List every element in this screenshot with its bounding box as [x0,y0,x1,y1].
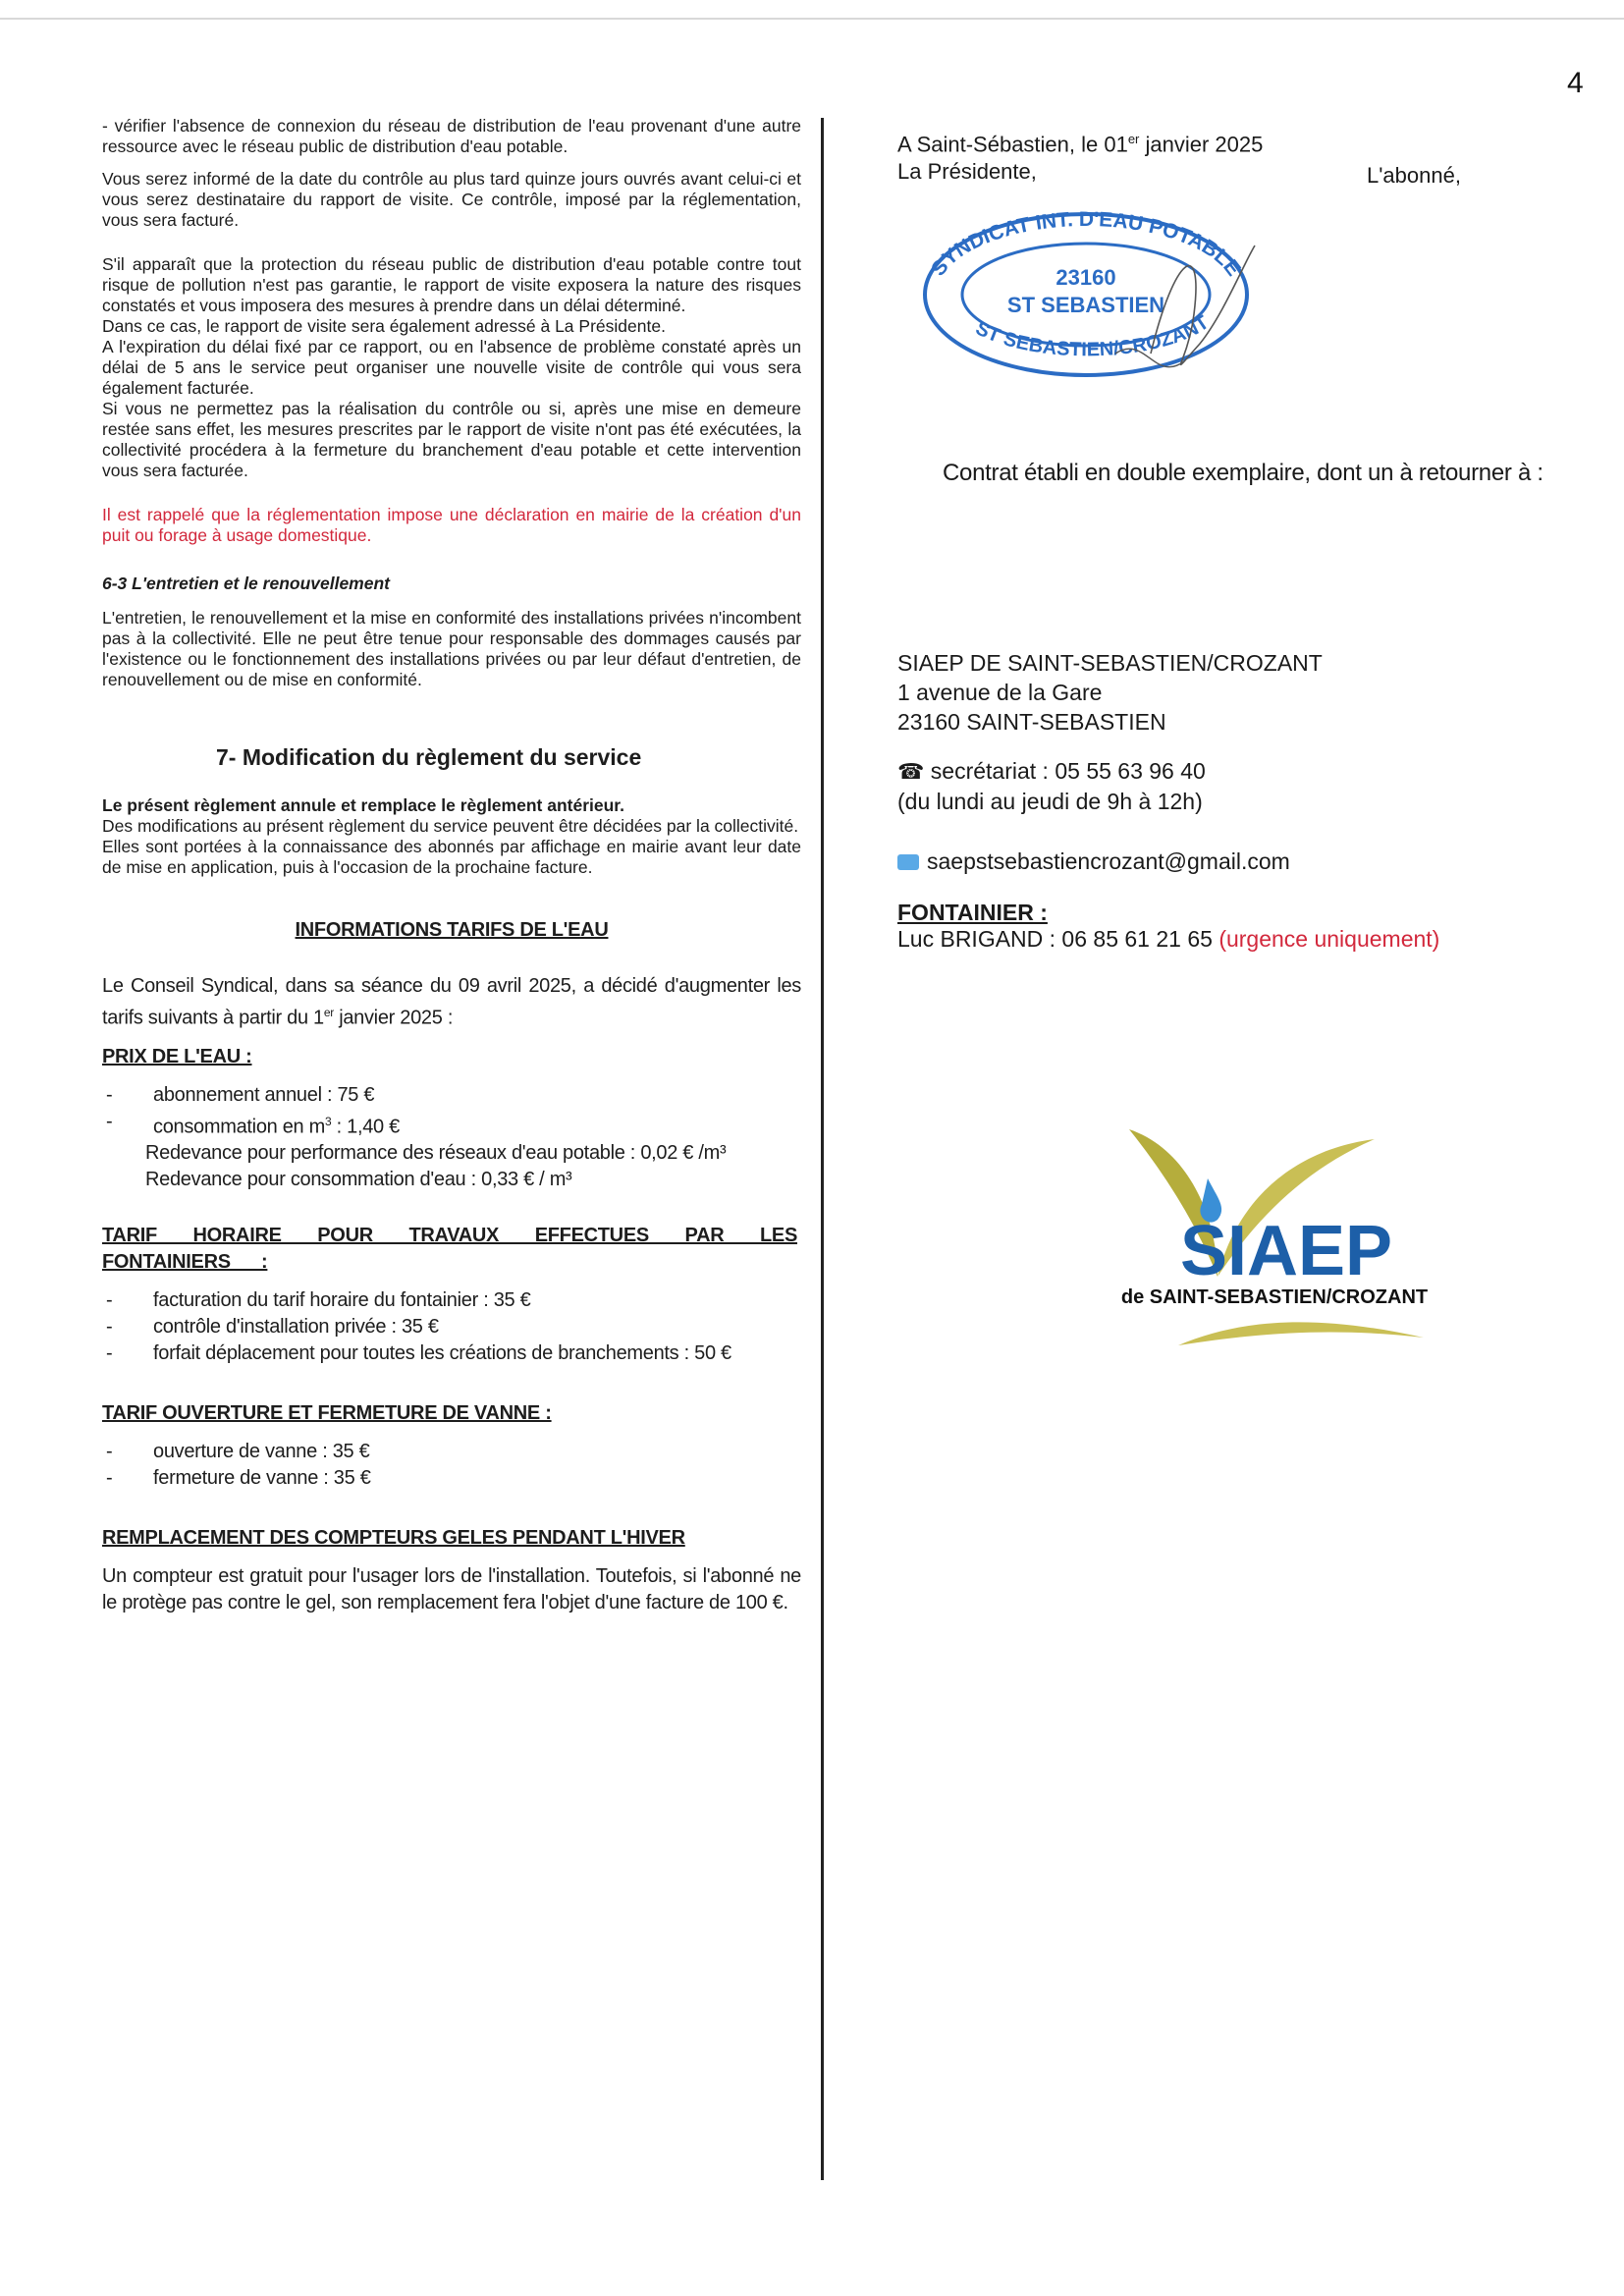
para-reminder: Il est rappelé que la réglementation impose une déclaration en mairie de la création d'un puit ou forage à usage domestique. [102,505,801,545]
tarifs-title: INFORMATIONS TARIFS DE L'EAU [295,919,609,941]
para-protection-1: S'il apparaît que la protection du réseau public de distribution d'eau potable contre tout risque de pollution n'est pas garantie, le rapport de visite exposera la nature des risques constatés et vous imposera des mesures à prendre dans un délai déterminé. [102,254,801,315]
section-7-title: 7- Modification du règlement du service [216,744,642,770]
signature-date: A Saint-Sébastien, le 01er janvier 2025 [897,132,1264,157]
section-7-bold: Le présent règlement annule et remplace le règlement antérieur. [102,795,624,815]
travaux-title: TARIF HORAIRE POUR TRAVAUX EFFECTUES PAR LES FONTAINIERS : [102,1225,797,1274]
section-7-para-1: Des modifications au présent règlement du service peuvent être décidées par la collectivité. [102,816,799,836]
address-block [897,648,1526,737]
para-maintenance: L'entretien, le renouvellement et la mise en conformité des installations privées n'incombent pas à la collectivité. Elle ne peut être tenue pour responsable des dommages causés par l'existence ou le fonctionnement des installations privées ou par leur défaut d'entretien, de renouvellement ou de mise en conformité. [102,608,801,689]
vanne-list [102,1439,801,1492]
fontainier-block [897,900,1526,953]
subsection-title: 6-3 L'entretien et le renouvellement [102,574,390,593]
redevance-consommation: Redevance pour consommation d'eau : 0,33 € / m³ [145,1169,572,1191]
address-city: 23160 SAINT-SEBASTIEN [897,709,1166,735]
stamp-bottom-text: ST SEBASTIEN/CROZANT [972,311,1214,361]
contrat-note: Contrat établi en double exemplaire, dont un à retourner à : [943,460,1543,486]
section-7-para-2: Elles sont portées à la connaissance des abonnés par affichage en mairie avant leur date de mise en application, puis à l'occasion de la prochaine facture. [102,837,801,877]
vanne-item: - fermeture de vanne : 35 € [102,1465,801,1492]
prix-title: PRIX DE L'EAU : [102,1045,252,1067]
abonne-label: L'abonné, [1367,163,1461,188]
para-protection-2: Dans ce cas, le rapport de visite sera également adressé à La Présidente. [102,316,666,336]
address-name: SIAEP DE SAINT-SEBASTIEN/CROZANT [897,650,1323,676]
logo-text: SIAEP [1180,1212,1393,1290]
column-divider [821,118,824,2180]
phone-hours: (du lundi au jeudi de 9h à 12h) [897,789,1203,814]
travaux-item: - forfait déplacement pour toutes les créations de branchements : 50 € [102,1340,801,1367]
para-protection-3: A l'expiration du délai fixé par ce rapport, ou en l'absence de problème constaté après un délai de 5 ans le service peut organiser une nouvelle visite de contrôle qui vous sera également facturée. [102,337,801,398]
vanne-item: - ouverture de vanne : 35 € [102,1439,801,1465]
fontainier-title: FONTAINIER : [897,900,1048,925]
address-street: 1 avenue de la Gare [897,680,1103,705]
redevance-performance: Redevance pour performance des réseaux d'eau potable : 0,02 € /m³ [145,1142,727,1165]
tarifs-section [102,917,801,1616]
tarifs-intro: Le Conseil Syndical, dans sa séance du 09 avril 2025, a décidé d'augmenter les tarifs suivants à partir du 1er janvier 2025 : [102,975,801,1029]
email-address: saepstsebastiencrozant@gmail.com [927,848,1290,874]
para-informed: Vous serez informé de la date du contrôle au plus tard quinze jours ouvrés avant celui-ci et vous serez destinataire du rapport de visite. Ce contrôle, imposé par la réglementation, vous sera facturé. [102,169,801,230]
left-column [102,116,801,1616]
stamp-city: ST SEBASTIEN [1006,293,1165,317]
logo-caption: de SAINT-SEBASTIEN/CROZANT [1120,1286,1429,1308]
stamp-top-text: SYNDICAT INT. D'EAU POTABLE [926,207,1246,281]
prix-abonnement: - abonnement annuel : 75 € [102,1082,801,1109]
siaep-logo [1070,1110,1473,1394]
top-rule [0,18,1624,20]
logo-swoosh [1178,1322,1424,1345]
phone-icon: ☎ [897,759,925,784]
compteurs-text: Un compteur est gratuit pour l'usager lors de l'installation. Toutefois, si l'abonné ne le protège pas contre le gel, son remplacement fera l'objet d'une facture de 100 €. [102,1565,801,1614]
prix-list [102,1082,801,1141]
stamp-postcode: 23160 [1056,265,1116,290]
prix-consommation: - consommation en $m^3$ : 1,40 € [102,1109,801,1141]
vanne-title: TARIF OUVERTURE ET FERMETURE DE VANNE : [102,1402,552,1425]
para-protection-4: Si vous ne permettez pas la réalisation du contrôle ou si, après une mise en demeure restée sans effet, les mesures prescrites par le rapport de visite n'ont pas été exécutées, la collectivité procédera à la fermeture du branchement d'eau potable et cette intervention vous sera facturée. [102,399,801,480]
fontainier-note: (urgence uniquement) [1218,926,1440,952]
compteurs-title: REMPLACEMENT DES COMPTEURS GELES PENDANT L'HIVER [102,1527,685,1550]
presidente-label: La Présidente, [897,159,1037,185]
phone-block [897,756,1526,816]
travaux-item: - contrôle d'installation privée : 35 € [102,1314,801,1340]
official-stamp [909,196,1263,403]
email-block [897,848,1526,875]
page-number: 4 [1567,67,1584,99]
para-verify: - vérifier l'absence de connexion du réseau de distribution de l'eau provenant d'une autre ressource avec le réseau public de distribution d'eau potable. [102,116,801,156]
travaux-list [102,1287,801,1367]
phone-line: ☎ secrétariat : 05 55 63 96 40 [897,758,1206,784]
fontainier-contact: Luc BRIGAND : 06 85 61 21 65 (urgence uniquement) [897,926,1440,952]
travaux-item: - facturation du tarif horaire du fontainier : 35 € [102,1287,801,1314]
envelope-icon [897,854,919,870]
